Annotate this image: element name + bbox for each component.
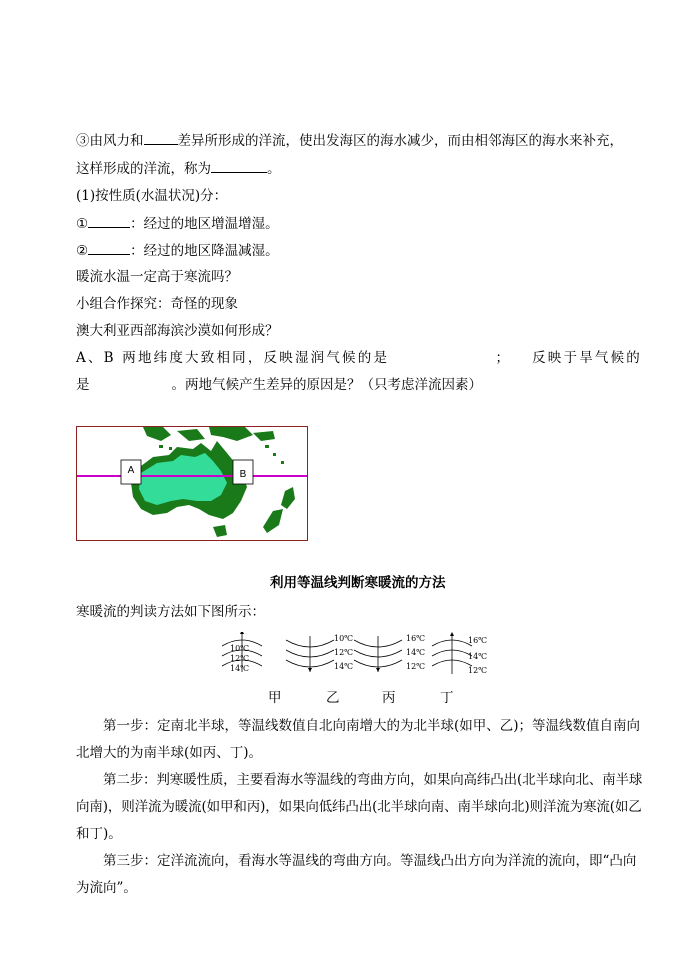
iso-label: 12℃ <box>230 654 250 663</box>
iso-caption-yi: 乙 <box>326 690 340 706</box>
cold-current-item: ② ：经过的地区降温减湿。 <box>76 240 279 261</box>
iso-label: 12℃ <box>468 666 488 675</box>
step3-line1: 第三步：定洋流流向，看海水等温线的弯曲方向。等温线凸出方向为洋流的流向，即“凸向 <box>103 853 637 869</box>
section-title: 利用等温线判断寒暖流的方法 <box>270 575 446 591</box>
iso-label: 14℃ <box>230 664 250 673</box>
warm-current-item: ① ：经过的地区增温增湿。 <box>76 213 279 234</box>
paragraph-ab-question: A、B 两地纬度大致相同，反映湿润气候的是 ； 反映于旱气候的 <box>76 350 642 366</box>
australia-map <box>76 426 308 541</box>
iso-label: 16℃ <box>468 636 488 645</box>
isotherm-diagram <box>220 632 488 678</box>
answer-blank[interactable] <box>144 130 178 145</box>
iso-label: 14℃ <box>468 652 488 661</box>
paragraph-wind-current: ③由风力和 差异所形成的洋流，使出发海区的海水减少，而由相邻海区的海水来补充， <box>76 130 623 151</box>
iso-label: 14℃ <box>334 662 354 671</box>
iso-caption-jia: 甲 <box>268 690 282 706</box>
label-b: B <box>239 469 247 480</box>
paragraph-ab-question-cont: 是 。两地气候产生差异的原因是？（只考虑洋流因素） <box>76 377 482 393</box>
answer-blank[interactable] <box>211 158 267 173</box>
iso-label: 10℃ <box>230 644 250 653</box>
iso-label: 10℃ <box>334 634 354 643</box>
step2-line3: 和丁)。 <box>76 826 122 842</box>
iso-label: 16℃ <box>406 634 426 643</box>
intro-line: 寒暖流的判读方法如下图所示： <box>76 604 265 620</box>
answer-blank[interactable] <box>88 240 130 255</box>
step1-line1: 第一步：定南北半球，等温线数值自北向南增大的为北半球(如甲、乙)；等温线数值自南向 <box>103 718 641 734</box>
iso-label: 12℃ <box>406 662 426 671</box>
answer-blank[interactable] <box>88 213 130 228</box>
iso-caption-bing: 丙 <box>382 690 396 706</box>
iso-label: 14℃ <box>406 648 426 657</box>
step2-line2: 向南)，则洋流为暖流(如甲和丙)，如果向低纬凸出(北半球向南、南半球向北)则洋流为寒流(如乙 <box>76 799 642 815</box>
australia-map-image <box>77 427 308 541</box>
step2-line1: 第二步：判寒暖性质，主要看海水等温线的弯曲方向，如果向高纬凸出(北半球向北、南半球 <box>103 772 643 788</box>
group-inquiry: 小组合作探究：奇怪的现象 <box>76 296 238 312</box>
step1-line2: 北增大的为南半球(如丙、丁)。 <box>76 745 263 761</box>
step3-line2: 为流向”。 <box>76 880 137 896</box>
question-desert: 澳大利亚西部海滨沙漠如何形成？ <box>76 323 279 339</box>
classification-heading: (1)按性质(水温状况)分： <box>76 188 228 204</box>
question-warm-higher: 暖流水温一定高于寒流吗？ <box>76 269 238 285</box>
label-a: A <box>127 465 135 476</box>
iso-label: 12℃ <box>334 648 354 657</box>
paragraph-wind-current-cont: 这样形成的洋流，称为 。 <box>76 158 281 179</box>
iso-caption-ding: 丁 <box>440 690 454 706</box>
